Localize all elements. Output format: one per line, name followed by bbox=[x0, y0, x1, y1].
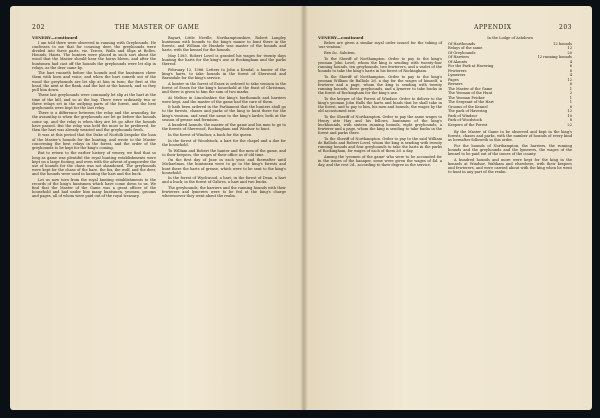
right-column-1 bbox=[318, 36, 442, 168]
list-item: Grooms of the Kennel 6 bbox=[448, 104, 572, 109]
paragraph: These last greyhounds were commonly let slip at the hart at the time of the kill, and so at the bay. There were ordinarily two or three relays set in the outlying parts of the forest, and the best greyhounds were kept for the last relay. bbox=[32, 93, 156, 110]
left-col1-subheading: VENERY—continued bbox=[32, 35, 78, 40]
list-item: For the Park at Havering 6 bbox=[448, 64, 572, 68]
paragraph: Rex &c. Salutem. bbox=[324, 50, 356, 55]
paragraph: To William and Robert the hunter and the men of the game, and to their keepers, the wages of their office as of old time. bbox=[162, 148, 286, 157]
list-item: Of Harthounds 12 hounds bbox=[448, 41, 572, 46]
list-item: Of Harriers 12 running hounds bbox=[448, 55, 572, 59]
paragraph: In the forest of Woodstock, a hart for the chapel and a doe for the household. bbox=[162, 138, 286, 147]
paragraph: In the forest of Wychwood, a hart; in the forest of Dean, a hart and a buck; in the forest of Galtres, a hart and two bucks. bbox=[162, 176, 286, 185]
paragraph: On the first day of June in each year, and thereafter until Michaelmas, the huntsmen were to go to the king's forests and hunt there the harts of grease, which were to be sent to the king's household. bbox=[162, 158, 286, 175]
paragraph: It hath been ordered in the Parliament that the hunters shall go to the forests, chases and parks of the king to hunt there for the king's venison, and send the same to the king's larder, both at the season of grease and fermison. bbox=[162, 105, 286, 122]
hound-list bbox=[448, 36, 572, 127]
list-item: Of Alaunts 4 bbox=[448, 59, 572, 64]
paragraph: But to return to the earlier history of venery, we find that so long as game was plentiful the royal hunting establishments were kept on a large footing, and even with the advent of gunpowder the use of hounds for the chase was not abandoned. The greyhounds were kept for the chase of the hare, the fox, the wolf, and the deer, and the hounds were used in hunting the hart and the buck. bbox=[32, 151, 156, 176]
list-item: Lymerers 4 bbox=[448, 73, 572, 77]
list-item: The Master of the Game 1 bbox=[448, 86, 572, 91]
paragraph: To the Sheriff of Northampton. Order to pay to the said William de Balliolo and Robert Lovel, whom the king is sending with twenty running hounds and four greyhounds to take the harts in the parks of Rockingham, for wages of each of them 2d. a day. bbox=[318, 136, 442, 153]
paragraph: Let us now turn from the royal hunting establishments to the records of the king's huntsmen which have come down to us. We find that the Master of the Game was a great officer of the household and had under him many huntsmen, yeomen, grooms and pages, all of whom were paid out of the royal treasury. bbox=[32, 177, 156, 198]
list-item: Park of Windsor 10 bbox=[448, 113, 572, 118]
list-item: Relays of the same 12 bbox=[448, 46, 572, 50]
right-page bbox=[304, 6, 592, 410]
list-heading: In the Lodge of Ashdown bbox=[487, 36, 533, 40]
list-item: Fewterers 8 bbox=[448, 68, 572, 73]
paragraph: February 12, 1386. Letters to John a Kendal, a hunter of the king's harts, to take hounds in the forest of Sherwood and Barnsdale for the king's service. bbox=[162, 67, 286, 81]
right-running-head: APPENDIX bbox=[474, 24, 512, 31]
paragraph: Below are given a similar royal order issued for the taking of 'our venison.' bbox=[318, 41, 442, 50]
paragraph: To the Sheriff of Northampton. Order to pay to the king's yeoman John Lovel, whom the king is sending with twenty-four running hounds, ten greyhounds, two fewterers, and a varlet of the hounds to take the king's harts in his forest of Rockingham. bbox=[318, 56, 442, 73]
paragraph: Bayart, Little Neville, Northamptonshire, Robert Langley huntsman with hounds to the king's manor to hunt there in the forests, and William de Hunkele was master of the hounds and harts, with the kennel for the hounds. bbox=[162, 36, 286, 53]
left-running-head: THE MASTER OF GAME bbox=[114, 24, 200, 31]
paragraph: At Melton in Lincolnshire the king's harthounds and harriers were kept, and the master of the game had the care of them. bbox=[162, 95, 286, 104]
paragraph: The greyhounds, the harriers and the running hounds with their fewterers and lymerers were to be fed at the king's charge wheresoever they went about the realm. bbox=[162, 186, 286, 199]
list-item: Park of Woodstock 8 bbox=[448, 118, 572, 122]
paragraph: To the keeper of the Forest of Windsor. Order to deliver to the king's yeoman John Halls the harts and hinds that he shall take in the forest, and to pay to him, his men and hounds, the wages by the old accustomed rate. bbox=[318, 96, 443, 113]
paragraph: For the hounds of Northampton, the harriers, the running hounds and the greyhounds and the lymerers, the wages of the kennel to be paid out of the issues of the county. bbox=[448, 143, 572, 157]
left-page-number: 202 bbox=[32, 24, 45, 31]
list-item: The Yeoman of the Hunt 2 bbox=[448, 91, 572, 95]
paragraph: To the Sheriff of Northampton. Order to pay to the king's yeoman William de Balliolo 2d. a day for the wages of himself, a fewterer and a page, whom the king is sending with twenty running hounds, three greyhounds, and a lymerer to take bucks in the forest of Rockingham for the king's use. bbox=[318, 74, 442, 95]
paragraph: It was at this period that the Duke of Norfolk bespoke the loan of the Master's hounds for the hunting, and wrote to the Master concerning the best relays in the forest, and the order of the greyhounds to be kept for the king's coming. bbox=[32, 133, 156, 150]
paragraph: To the Sheriff of Northampton. Order to pay the same wages to Henry atte Hay and his fellows, huntsmen of the king's buckhounds, with sixteen running hounds, eight greyhounds, a fewterer and a page, whom the king is sending to take bucks in the forest and parks there. bbox=[318, 114, 442, 135]
left-column-2 bbox=[162, 36, 286, 200]
paragraph: A hundred hounds and more were kept for the king in the kennels at Windsor, Waltham and elsewhere, with their keepers and fewterers, and were carried about with the king when he went to hunt in any part of the realm. bbox=[448, 157, 572, 175]
list-item: The Sergeant of the Hart 1 bbox=[448, 100, 572, 104]
list-item: Of Greyhounds 20 bbox=[448, 50, 572, 55]
right-page-number: 203 bbox=[559, 24, 572, 31]
paragraph: May 1385. Robert Lovel is granted his wages for twenty days hunting the harts for the king's use at Rockingham and the parks thereof. bbox=[162, 53, 286, 67]
left-page bbox=[10, 6, 304, 410]
book-gutter bbox=[300, 6, 308, 410]
list-item: Berners 6 bbox=[448, 82, 572, 86]
list-item: The park of Havering 12 bbox=[448, 109, 572, 113]
right-column-2 bbox=[448, 36, 572, 176]
paragraph: The hart runneth before the hounds and the huntsmen cheer them with horn and voice; and when the hart cometh out of the wood the greyhounds are let slip at him in turn; the first at the head, the next at the flank, and the last at the haunch, and so they pull him down. bbox=[32, 71, 156, 92]
paragraph: Among the 'yeomen of the game' who were to be accounted for in the issues of the hanaper, some were given the wages of 4d. a day, and the rest 2d., according to their degree in the service. bbox=[318, 154, 442, 167]
list-item: Pages 12 bbox=[448, 77, 572, 82]
paragraph: By the Master of Game to be observed and kept in the king's forests, chases and parks, with the number of hounds of every kind as hereafter followeth in this order. bbox=[448, 130, 572, 143]
right-col1-subheading: VENERY—continued bbox=[318, 35, 364, 40]
paragraph: I am told there were observed in running with Greyhounds. He confesses to me that for coursing deer, the greyhounds were divided into three parts, viz. Terces, Walls and Slips at Bolles, Hounds, Hairis. The hunters were placed in such sort about the wood that the Master should hear the horns blown, and after the huntsmen had cast off the hounds the greyhounds were let slip in relays, as the deer came by. bbox=[32, 41, 156, 70]
left-column-1 bbox=[32, 36, 156, 200]
list-item: Keepers of the Forest 22 bbox=[448, 122, 572, 127]
paragraph: A hundred hounds, the master of the game and his men to go to the forests of Sherwood, Rockingham and Windsor to hunt. bbox=[162, 123, 286, 132]
paragraph: A hunter in the forest of Essex is ordered to take venison in the forest of Essex for the king's household at the feast of Christmas, and there is given to him the sum of two marks. bbox=[162, 81, 286, 94]
paragraph: There is a difference between the relay and the avauntlay, for the avauntlay is when the greyhounds are let go before the hounds come up, and the relay is when they are let go after the hounds have passed. But the relay was held the most to be preferred, for then the hart was already wearied and the greyhounds fresh. bbox=[32, 111, 156, 132]
paragraph: In the forest of Windsor, a buck for the queen. bbox=[168, 133, 253, 138]
book-spread bbox=[10, 6, 592, 412]
list-item: The Yeoman Pricker 1 bbox=[448, 95, 572, 100]
